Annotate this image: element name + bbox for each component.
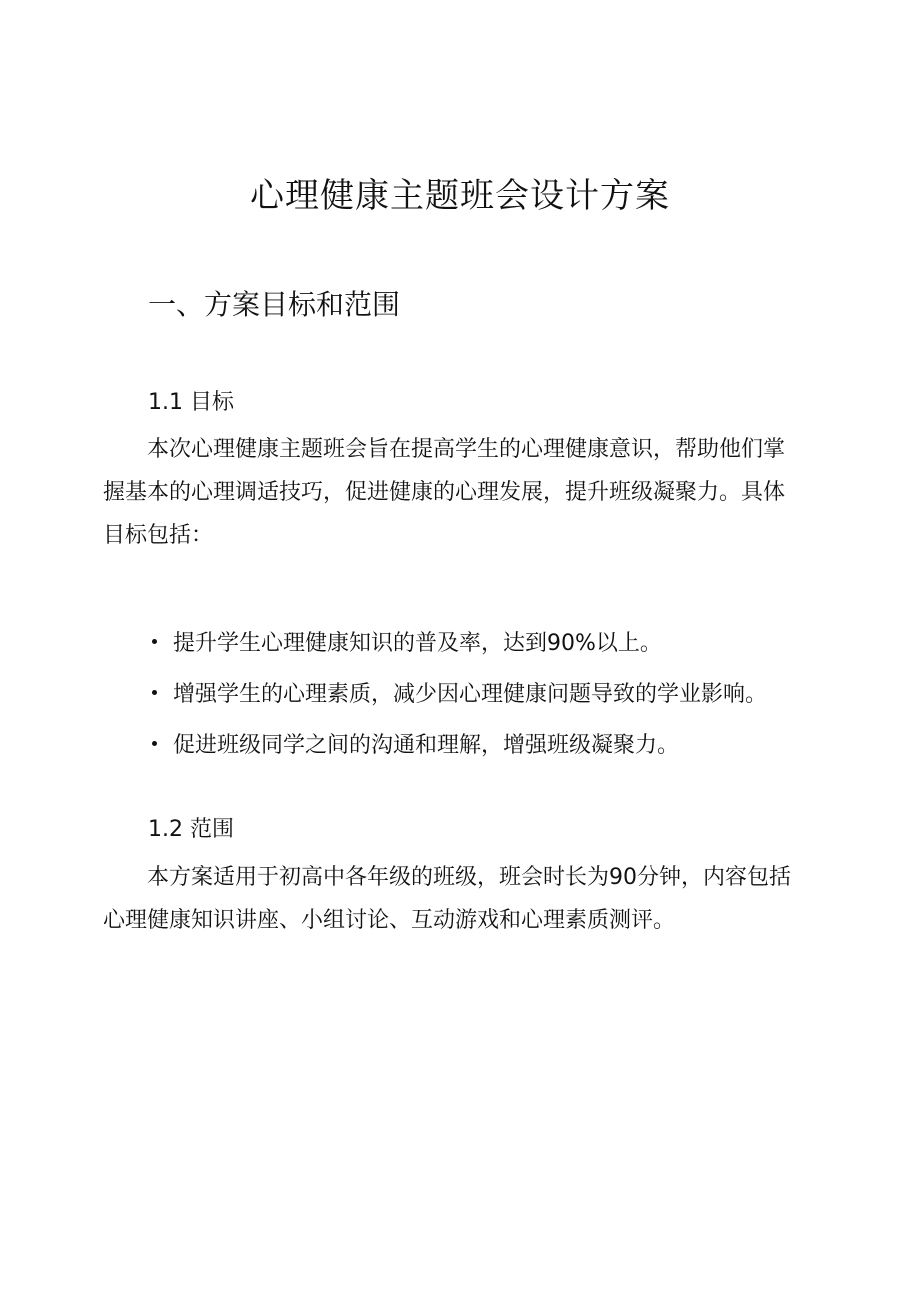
goals-bullet-list — [148, 620, 767, 773]
scope-paragraph: 本方案适用于初高中各年级的班级，班会时长为90分钟，内容包括心理健康知识讲座、小组讨论、互动游戏和心理素质测评。 — [103, 865, 791, 933]
list-item — [148, 722, 767, 765]
goals-paragraph: 本次心理健康主题班会旨在提高学生的心理健康意识，帮助他们掌握基本的心理调适技巧，促进健康的心理发展，提升班级凝聚力。具体目标包括： — [103, 437, 786, 548]
list-item — [148, 671, 767, 714]
bullet-text: 提升学生心理健康知识的普及率，达到90%以上。 — [173, 631, 662, 656]
bullet-dot-icon — [152, 690, 157, 695]
subsection-heading-scope: 1.2 范围 — [148, 817, 234, 842]
bullet-text: 促进班级同学之间的沟通和理解，增强班级凝聚力。 — [173, 733, 680, 758]
subsection-heading-goals: 1.1 目标 — [148, 390, 234, 415]
section-heading-goals-scope: 一、方案目标和范围 — [148, 288, 401, 321]
bullet-dot-icon — [152, 639, 157, 644]
bullet-text: 增强学生的心理素质，减少因心理健康问题导致的学业影响。 — [173, 682, 768, 707]
document-title: 心理健康主题班会设计方案 — [250, 176, 670, 216]
bullet-dot-icon — [152, 741, 157, 746]
list-item — [148, 620, 767, 663]
